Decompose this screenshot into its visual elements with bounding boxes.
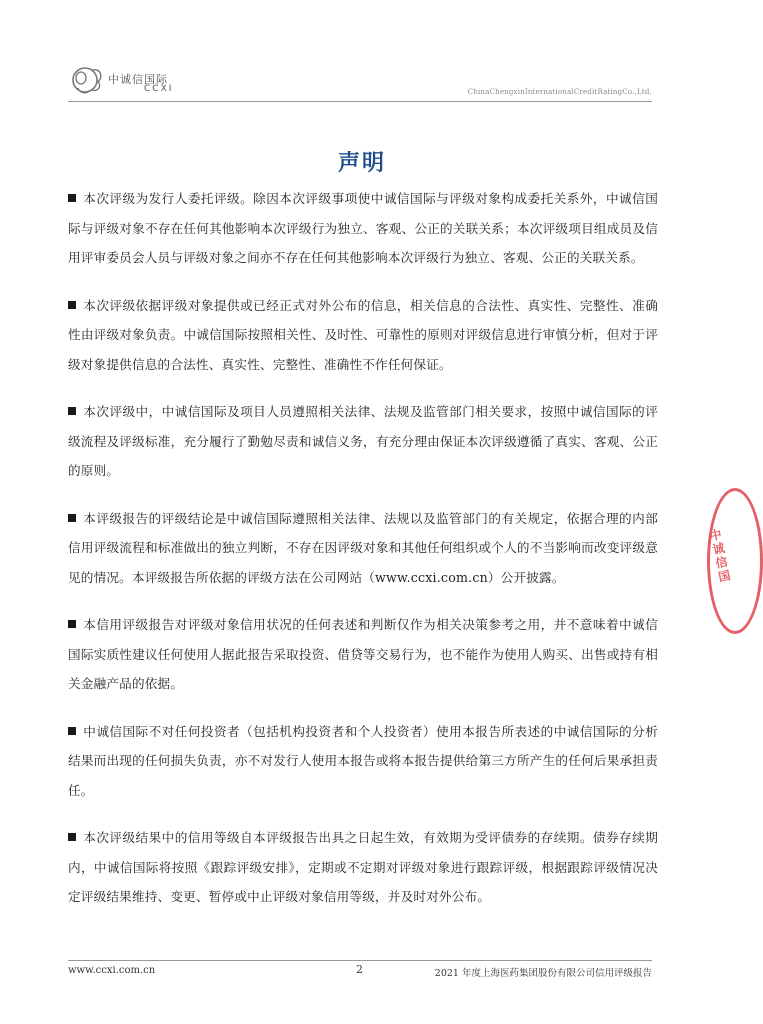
logo-chinese-name: 中诚信国际 (108, 73, 168, 86)
company-seal-stamp (707, 488, 763, 634)
footer-website: www.ccxi.com.cn (68, 965, 156, 976)
paragraph-text: 本次评级结果中的信用等级自本评级报告出具之日起生效，有效期为受评债券的存续期。债券存续期内，中诚信国际将按照《跟踪评级安排》，定期或不定期对评级对象进行跟踪评级，根据跟踪评级情况决定评级结果维持、变更、暂停或中止评级对象信用等级，并及时对外公布。 (68, 830, 658, 904)
paragraph-text: 本次评级为发行人委托评级。除因本次评级事项使中诚信国际与评级对象构成委托关系外，中诚信国际与评级对象不存在任何其他影响本次评级行为独立、客观、公正的关联关系；本次评级项目组成员及信用评审委员会人员与评级对象之间亦不存在任何其他影响本次评级行为独立、客观、公正的关联关系。 (68, 191, 658, 265)
footer-divider (68, 960, 652, 961)
square-bullet-icon (68, 727, 76, 735)
statement-paragraph (68, 291, 658, 380)
paragraph-text: 本信用评级报告对评级对象信用状况的任何表述和判断仅作为相关决策参考之用，并不意味着中诚信国际实质性建议任何使用人据此报告采取投资、借贷等交易行为，也不能作为使用人购买、出售或持有相关金融产品的依据。 (68, 617, 658, 691)
statement-paragraph (68, 397, 658, 486)
statement-paragraph (68, 504, 658, 593)
statement-content (68, 184, 658, 930)
statement-paragraph (68, 184, 658, 273)
square-bullet-icon (68, 514, 76, 522)
page-number: 2 (356, 963, 363, 976)
page-title: 声明 (337, 151, 386, 176)
header-company-name: ChinaChengxinInternationalCreditRatingCo.,Ltd. (467, 88, 652, 96)
square-bullet-icon (68, 620, 76, 628)
statement-paragraph (68, 610, 658, 699)
statement-paragraph (68, 717, 658, 806)
ccxi-logo (68, 62, 178, 98)
paragraph-text: 本次评级中，中诚信国际及项目人员遵照相关法律、法规及监管部门相关要求，按照中诚信国际的评级流程及评级标准，充分履行了勤勉尽责和诚信义务，有充分理由保证本次评级遵循了真实、客观、公正的原则。 (68, 404, 658, 478)
ccxi-logo-icon (68, 62, 108, 98)
paragraph-text: 中诚信国际不对任何投资者（包括机构投资者和个人投资者）使用本报告所表述的中诚信国际的分析结果而出现的任何损失负责，亦不对发行人使用本报告或将本报告提供给第三方所产生的任何后果承担责任。 (68, 723, 658, 798)
square-bullet-icon (68, 301, 76, 309)
footer-report-title: 2021 年度上海医药集团股份有限公司信用评级报告 (434, 968, 652, 979)
square-bullet-icon (68, 194, 76, 202)
statement-paragraph (68, 823, 658, 912)
paragraph-text: 本次评级依据评级对象提供或已经正式对外公布的信息，相关信息的合法性、真实性、完整性、准确性由评级对象负责。中诚信国际按照相关性、及时性、可靠性的原则对评级信息进行审慎分析，但对于评级对象提供信息的合法性、真实性、完整性、准确性不作任何保证。 (68, 297, 658, 372)
header-divider (68, 101, 652, 102)
stamp-text: 中诚信国 (708, 527, 732, 585)
logo-english-name: CCXI (144, 84, 174, 94)
paragraph-text: 本评级报告的评级结论是中诚信国际遵照相关法律、法规以及监管部门的有关规定，依据合理的内部信用评级流程和标准做出的独立判断，不存在因评级对象和其他任何组织或个人的不当影响而改变评级意见的情况。本评级报告所依据的评级方法在公司网站（www.ccxi.com.cn）公开披露。 (68, 510, 658, 585)
page-header (0, 0, 724, 104)
square-bullet-icon (68, 407, 76, 415)
square-bullet-icon (68, 833, 76, 841)
